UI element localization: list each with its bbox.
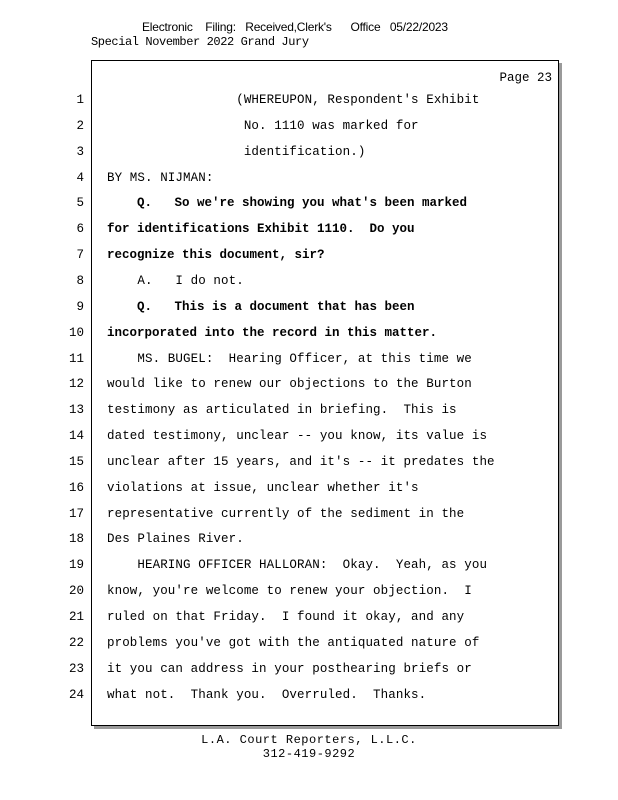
line-number: 12 bbox=[68, 377, 84, 391]
line-number: 8 bbox=[76, 274, 84, 288]
line-text: violations at issue, unclear whether it's bbox=[107, 481, 419, 495]
line-text: A. I do not. bbox=[107, 274, 244, 288]
line-number: 16 bbox=[68, 481, 84, 495]
line-number: 6 bbox=[76, 222, 84, 236]
line-text: Des Plaines River. bbox=[107, 532, 244, 546]
line-text: know, you're welcome to renew your objection. I bbox=[107, 584, 472, 598]
line-text: ruled on that Friday. I found it okay, and any bbox=[107, 610, 465, 624]
line-number: 2 bbox=[76, 119, 84, 133]
line-text: Q. This is a document that has been bbox=[107, 300, 415, 314]
line-text: it you can address in your posthearing briefs or bbox=[107, 662, 472, 676]
line-number: 5 bbox=[76, 196, 84, 210]
line-text: dated testimony, unclear -- you know, its value is bbox=[107, 429, 488, 443]
line-text: problems you've got with the antiquated nature of bbox=[107, 636, 480, 650]
line-number: 14 bbox=[68, 429, 84, 443]
line-text: testimony as articulated in briefing. This is bbox=[107, 403, 457, 417]
line-number: 24 bbox=[68, 688, 84, 702]
line-text: BY MS. NIJMAN: bbox=[107, 171, 214, 185]
footer-company: L.A. Court Reporters, L.L.C. bbox=[201, 733, 417, 747]
line-text: representative currently of the sediment in the bbox=[107, 507, 465, 521]
line-number: 20 bbox=[68, 584, 84, 598]
line-number: 19 bbox=[68, 558, 84, 572]
line-text: HEARING OFFICER HALLORAN: Okay. Yeah, as you bbox=[107, 558, 488, 572]
line-text: No. 1110 was marked for bbox=[107, 119, 419, 133]
line-number: 15 bbox=[68, 455, 84, 469]
line-number: 10 bbox=[68, 326, 84, 340]
line-text: Q. So we're showing you what's been marked bbox=[107, 196, 468, 210]
line-text: (WHEREUPON, Respondent's Exhibit bbox=[107, 93, 480, 107]
line-text: MS. BUGEL: Hearing Officer, at this time we bbox=[107, 352, 472, 366]
case-header: Special November 2022 Grand Jury bbox=[91, 35, 309, 49]
line-number: 18 bbox=[68, 532, 84, 546]
line-number: 23 bbox=[68, 662, 84, 676]
line-text: identification.) bbox=[107, 145, 366, 159]
line-text: recognize this document, sir? bbox=[107, 248, 325, 262]
page-number: Page 23 bbox=[499, 71, 552, 85]
line-text: would like to renew our objections to the Burton bbox=[107, 377, 472, 391]
line-text: unclear after 15 years, and it's -- it predates the bbox=[107, 455, 495, 469]
line-number: 11 bbox=[68, 352, 84, 366]
electronic-filing-stamp: Electronic Filing: Received,Clerk's Office 05/22/2023 bbox=[142, 20, 448, 34]
line-text: for identifications Exhibit 1110. Do you bbox=[107, 222, 415, 236]
transcript-page bbox=[91, 60, 559, 726]
footer-phone: 312-419-9292 bbox=[262, 747, 356, 761]
line-number: 13 bbox=[68, 403, 84, 417]
line-number: 4 bbox=[76, 171, 84, 185]
line-number: 3 bbox=[76, 145, 84, 159]
line-number: 7 bbox=[76, 248, 84, 262]
line-text: incorporated into the record in this matter. bbox=[107, 326, 438, 340]
line-number: 9 bbox=[76, 300, 84, 314]
line-number: 17 bbox=[68, 507, 84, 521]
line-number: 1 bbox=[76, 93, 84, 107]
line-text: what not. Thank you. Overruled. Thanks. bbox=[107, 688, 427, 702]
line-number: 21 bbox=[68, 610, 84, 624]
line-number: 22 bbox=[68, 636, 84, 650]
